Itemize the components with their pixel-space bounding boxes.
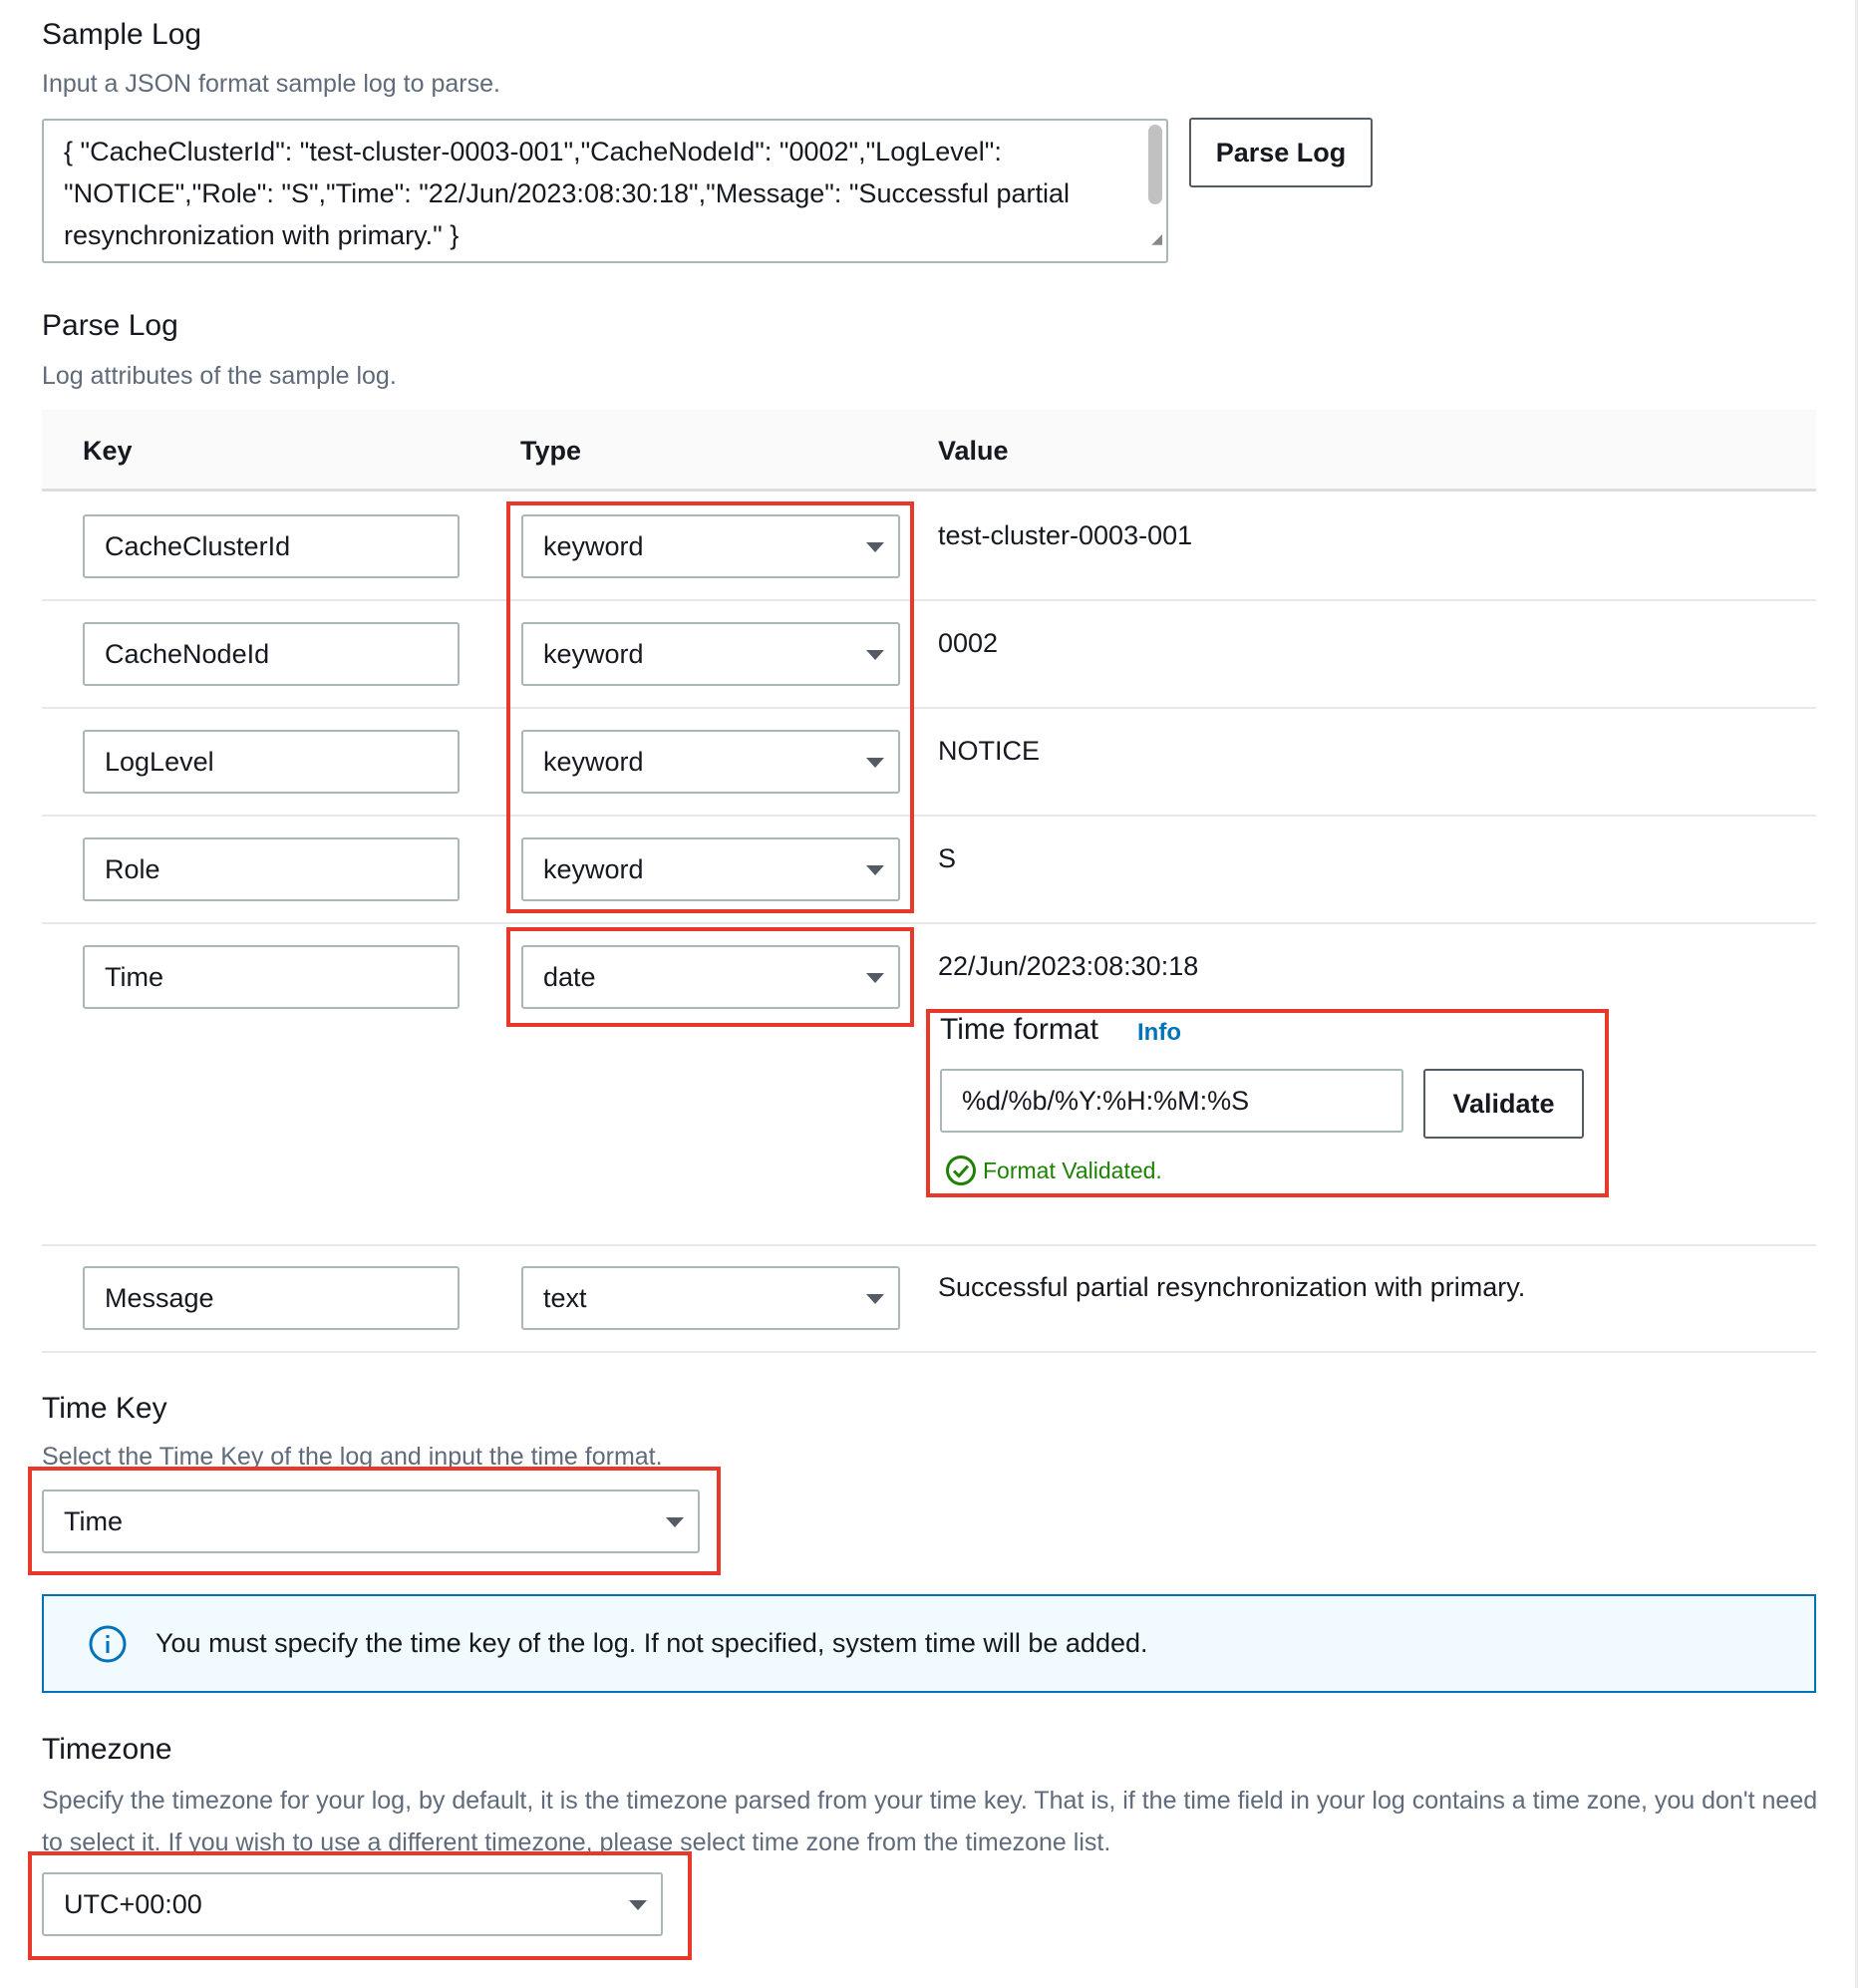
type-value: keyword <box>543 746 644 777</box>
page-edge <box>1855 0 1858 1988</box>
highlight-box <box>506 501 914 913</box>
header-value: Value <box>938 436 1009 466</box>
type-value: keyword <box>543 853 644 884</box>
info-link[interactable]: Info <box>1137 1019 1181 1046</box>
header-key: Key <box>83 436 133 466</box>
table-header <box>42 410 1816 492</box>
parse-log-description: Log attributes of the sample log. <box>42 362 397 390</box>
sample-log-title: Sample Log <box>42 18 202 51</box>
time-key-description: Select the Time Key of the log and input the time format. <box>42 1443 663 1471</box>
type-select[interactable] <box>521 1266 900 1330</box>
parse-log-title: Parse Log <box>42 309 178 342</box>
value-text: NOTICE <box>938 736 1041 766</box>
row-divider <box>42 922 1816 924</box>
type-value: keyword <box>543 638 644 669</box>
resize-handle-icon[interactable]: ◢ <box>1151 230 1162 246</box>
timezone-title: Timezone <box>42 1733 172 1766</box>
row-divider <box>42 1351 1816 1353</box>
timezone-value: UTC+00:00 <box>64 1888 202 1919</box>
highlight-box <box>926 1009 1609 1197</box>
parse-log-button[interactable]: Parse Log <box>1189 118 1373 187</box>
caret-down-icon <box>866 1294 884 1304</box>
row-divider <box>42 707 1816 709</box>
info-alert-text: You must specify the time key of the log. If not specified, system time will be added. <box>155 1628 1148 1658</box>
key-input[interactable]: LogLevel <box>83 730 460 794</box>
highlight-box <box>28 1467 721 1575</box>
value-text: test-cluster-0003-001 <box>938 520 1193 550</box>
value-text: Successful partial resynchronization with primary. <box>938 1272 1526 1302</box>
highlight-box <box>506 927 914 1027</box>
sample-log-description: Input a JSON format sample log to parse. <box>42 70 500 98</box>
row-divider <box>42 1244 1816 1246</box>
validation-status-text: Format Validated. <box>983 1157 1162 1183</box>
info-icon <box>88 1624 128 1664</box>
sample-log-text: { "CacheClusterId": "test-cluster-0003-001","CacheNodeId": "0002","LogLevel": "NOTICE","Role": "S","Time": "22/Jun/2023:08:30:18","Message": "Successful partial resynchronization with primary." } <box>64 137 1071 250</box>
key-input[interactable]: Message <box>83 1266 460 1330</box>
time-format-label: Time format <box>940 1013 1098 1046</box>
highlight-box <box>28 1851 692 1960</box>
type-value: keyword <box>543 530 644 561</box>
time-format-input[interactable]: %d/%b/%Y:%H:%M:%S <box>940 1069 1403 1133</box>
row-divider <box>42 815 1816 817</box>
sample-log-textarea[interactable] <box>42 119 1168 263</box>
timezone-description: Specify the timezone for your log, by default, it is the timezone parsed from your time key. That is, if the time field in your log contains a time zone, you don't need to select it. If you wish to use a different timezone, please select time zone from the timezone list. <box>42 1787 1818 1856</box>
time-key-title: Time Key <box>42 1392 167 1425</box>
row-divider <box>42 599 1816 601</box>
header-type: Type <box>520 436 582 466</box>
value-text: 0002 <box>938 628 999 658</box>
key-input[interactable]: Time <box>83 945 460 1009</box>
value-text: S <box>938 843 957 873</box>
key-input[interactable]: Role <box>83 837 460 901</box>
type-value: date <box>543 961 596 992</box>
validate-button[interactable]: Validate <box>1423 1069 1584 1139</box>
scrollbar-thumb[interactable] <box>1148 125 1162 204</box>
key-input[interactable]: CacheClusterId <box>83 514 460 578</box>
type-value: text <box>543 1282 587 1313</box>
time-key-value: Time <box>64 1505 123 1536</box>
key-input[interactable]: CacheNodeId <box>83 622 460 686</box>
value-text: 22/Jun/2023:08:30:18 <box>938 951 1199 981</box>
info-alert <box>42 1594 1816 1693</box>
